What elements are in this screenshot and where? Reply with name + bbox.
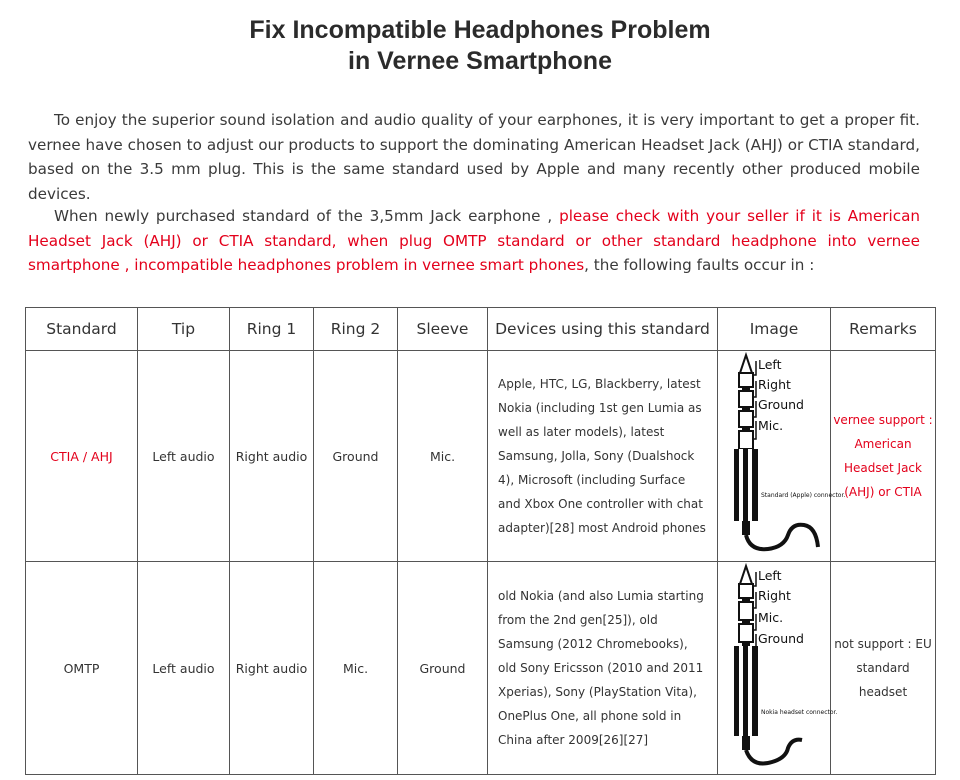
remarks-text: vernee support : American Headset Jack (AHJ) or CTIA (833, 413, 933, 499)
remarks-text: not support : EU standard headset (834, 637, 932, 699)
intro-text: To enjoy the superior sound isolation and audio quality of your earphones, it is very important to get a proper fit. vernee have chosen to adjust our products to support the dominating American Headset Jack (AHJ) or CTIA standard, based on the 3.5 mm plug. This is the same standard used by Apple and many recently other produced mobile devices. (28, 111, 920, 203)
omtp-jack-connector-icon (718, 562, 838, 771)
jack-label-1: Left (758, 357, 782, 372)
cell-ring1: Right audio (230, 351, 314, 562)
cell-image (718, 351, 846, 562)
jack-label-4: Mic. (758, 418, 784, 433)
header-ring1: Ring 1 (230, 308, 314, 351)
intro-paragraph (28, 108, 920, 206)
jack-caption: Standard (Apple) connector. (761, 492, 846, 499)
header-remarks: Remarks (831, 308, 936, 351)
title-line-2: in Vernee Smartphone (348, 47, 612, 75)
cell-standard: OMTP (26, 562, 138, 775)
cell-tip: Left audio (138, 351, 230, 562)
header-image: Image (718, 308, 831, 351)
jack-label-2: Right (758, 377, 791, 392)
cell-devices: old Nokia (and also Lumia starting from the 2nd gen[25]), old Samsung (2012 Chromebooks), old Sony Ericsson (2010 and 2011 Xperias), Sony (PlayStation Vita), OnePlus One, all phone sold in China after 2009[26][27] (488, 562, 718, 775)
warning-lead: When newly purchased standard of the 3,5mm Jack earphone , (54, 207, 560, 225)
jack-caption: Nokia headset connector. (761, 709, 838, 716)
page-title (0, 15, 960, 77)
jack-label-2: Right (758, 588, 791, 603)
header-devices: Devices using this standard (488, 308, 718, 351)
jack-label-4: Ground (758, 631, 804, 646)
cell-tip: Left audio (138, 562, 230, 775)
warning-paragraph (28, 204, 920, 278)
cell-image (718, 562, 838, 775)
warning-tail: , the following faults occur in : (584, 256, 815, 274)
cell-ring2: Ground (314, 351, 398, 562)
warning-highlight: please check with your seller if it is American Headset Jack (AHJ) or CTIA standard, when plug OMTP standard or other standard headphone into vernee smartphone , incompatible headphones problem in vernee smart phones (28, 207, 921, 274)
cell-remarks (831, 351, 936, 562)
cell-ring1: Right audio (230, 562, 314, 775)
cell-sleeve: Mic. (398, 351, 488, 562)
jack-label-3: Ground (758, 397, 804, 412)
table-header-row (26, 308, 936, 351)
jack-label-1: Left (758, 568, 782, 583)
cell-ring2: Mic. (314, 562, 398, 775)
header-ring2: Ring 2 (314, 308, 398, 351)
header-sleeve: Sleeve (398, 308, 488, 351)
title-line-1: Fix Incompatible Headphones Problem (249, 16, 711, 44)
standards-table (25, 307, 936, 775)
header-standard: Standard (26, 308, 138, 351)
header-tip: Tip (138, 308, 230, 351)
cell-sleeve: Ground (398, 562, 488, 775)
table-row (26, 562, 936, 775)
jack-label-3: Mic. (758, 610, 784, 625)
cell-standard: CTIA / AHJ (26, 351, 138, 562)
ctia-jack-connector-icon (718, 351, 846, 558)
table-row (26, 351, 936, 562)
cell-devices: Apple, HTC, LG, Blackberry, latest Nokia (including 1st gen Lumia as well as later models), latest Samsung, Jolla, Sony (Dualshock 4), Microsoft (including Surface and Xbox One controller with chat adapter)[28] most Android phones (488, 351, 718, 562)
cell-remarks (831, 562, 936, 775)
